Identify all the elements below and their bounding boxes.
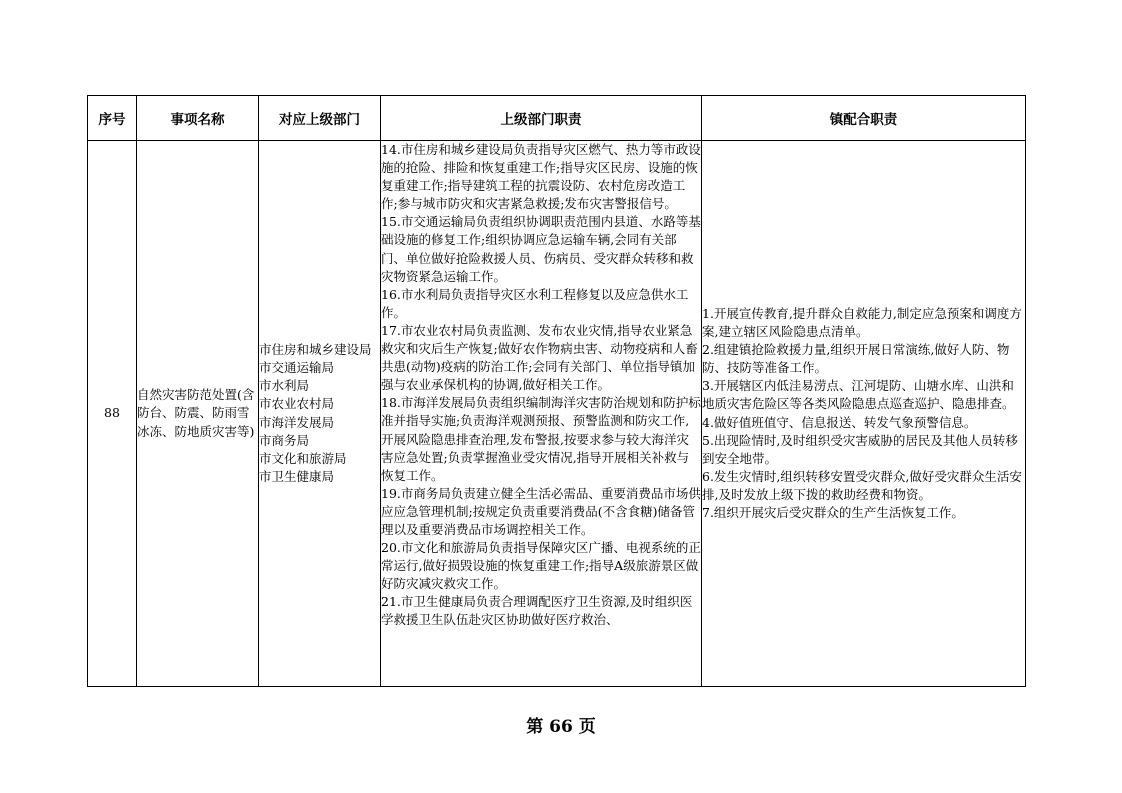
duty-item: 15.市交通运输局负责组织协调职责范围内县道、水路等基础设施的修复工作;组织协调应急运输车辆,会同有关部门、单位做好抢险救援人员、伤病员、受灾群众转移和救灾物资紧急运输工作。	[381, 214, 701, 284]
duty-item: 20.市文化和旅游局负责指导保障灾区广播、电视系统的正常运行,做好损毁设施的恢复重建工作;指导A级旅游景区做好防灾减灾救灾工作。	[381, 540, 701, 592]
department-item: 市文化和旅游局	[259, 450, 347, 466]
row-departments	[259, 141, 381, 687]
row-superior-duties	[381, 141, 702, 687]
town-duty-item: 5.出现险情时,及时组织受灾害威胁的居民及其他人员转移到安全地带。	[702, 432, 1018, 466]
duty-item: 21.市卫生健康局负责合理调配医疗卫生资源,及时组织医学救援卫生队伍赴灾区协助做好医疗救治、	[381, 594, 693, 628]
department-item: 市卫生健康局	[259, 468, 335, 484]
town-duty-item: 3.开展辖区内低洼易涝点、江河堤防、山塘水库、山洪和地质灾害危险区等各类风险隐患点巡查巡护、隐患排查。	[702, 378, 1015, 412]
department-item: 市水利局	[259, 378, 310, 394]
duty-item: 16.市水利局负责指导灾区水利工程修复以及应急供水工作。	[381, 286, 689, 320]
header-superior-duties: 上级部门职责	[381, 96, 702, 141]
row-item-name: 自然灾害防范处置(含防台、防震、防雨雪冰冻、防地质灾害等)	[137, 141, 259, 687]
town-duty-item: 2.组建镇抢险救援力量,组织开展日常演练,做好人防、物防、技防等准备工作。	[702, 342, 1010, 376]
responsibility-table	[87, 95, 1026, 687]
header-item-name: 事项名称	[137, 96, 259, 141]
department-item: 市海洋发展局	[259, 414, 335, 430]
department-item: 市住房和城乡建设局	[259, 342, 372, 358]
header-department: 对应上级部门	[259, 96, 381, 141]
row-town-duties	[702, 141, 1026, 687]
duty-item: 14.市住房和城乡建设局负责指导灾区燃气、热力等市政设施的抢险、排险和恢复重建工作;指导灾区民房、设施的恢复重建工作;指导建筑工程的抗震设防、农村危房改造工作;参与城市防灾和灾害紧急救援;发布灾害警报信号。	[381, 142, 701, 212]
duty-item: 18.市海洋发展局负责组织编制海洋灾害防治规划和防护标准并指导实施;负责海洋观测预报、预警监测和防灾工作,开展风险隐患排查治理,发布警报,按要求参与较大海洋灾害应急处置;负责掌握渔业受灾情况,指导开展相关补救与恢复工作。	[381, 395, 701, 483]
town-duty-item: 4.做好值班值守、信息报送、转发气象预警信息。	[702, 414, 977, 430]
town-duty-item: 7.组织开展灾后受灾群众的生产生活恢复工作。	[702, 504, 964, 520]
town-duty-item: 1.开展宣传教育,提升群众自救能力,制定应急预案和调度方案,建立辖区风险隐患点清单。	[702, 305, 1022, 340]
header-row	[88, 96, 1026, 141]
duty-item: 19.市商务局负责建立健全生活必需品、重要消费品市场供应应急管理机制;按规定负责重要消费品(不含食糖)储备管理以及重要消费品市场调控相关工作。	[381, 485, 701, 537]
header-town-duties: 镇配合职责	[702, 96, 1026, 141]
page-number: 第 66 页	[526, 717, 596, 737]
duty-item: 17.市农业农村局负责监测、发布农业灾情,指导农业紧急救灾和灾后生产恢复;做好农作物病虫害、动物疫病和人畜共患(动物)疫病的防治工作;会同有关部门、单位指导镇加强与农业承保机构的协调,做好相关工作。	[381, 322, 698, 393]
header-number: 序号	[88, 96, 137, 141]
row-number: 88	[88, 141, 137, 687]
town-duty-item: 6.发生灾情时,组织转移安置受灾群众,做好受灾群众生活安排,及时发放上级下拨的救助经费和物资。	[702, 468, 1022, 502]
department-item: 市交通运输局	[259, 360, 335, 376]
department-item: 市商务局	[259, 432, 310, 448]
table-row	[88, 141, 1026, 687]
department-item: 市农业农村局	[259, 396, 335, 412]
